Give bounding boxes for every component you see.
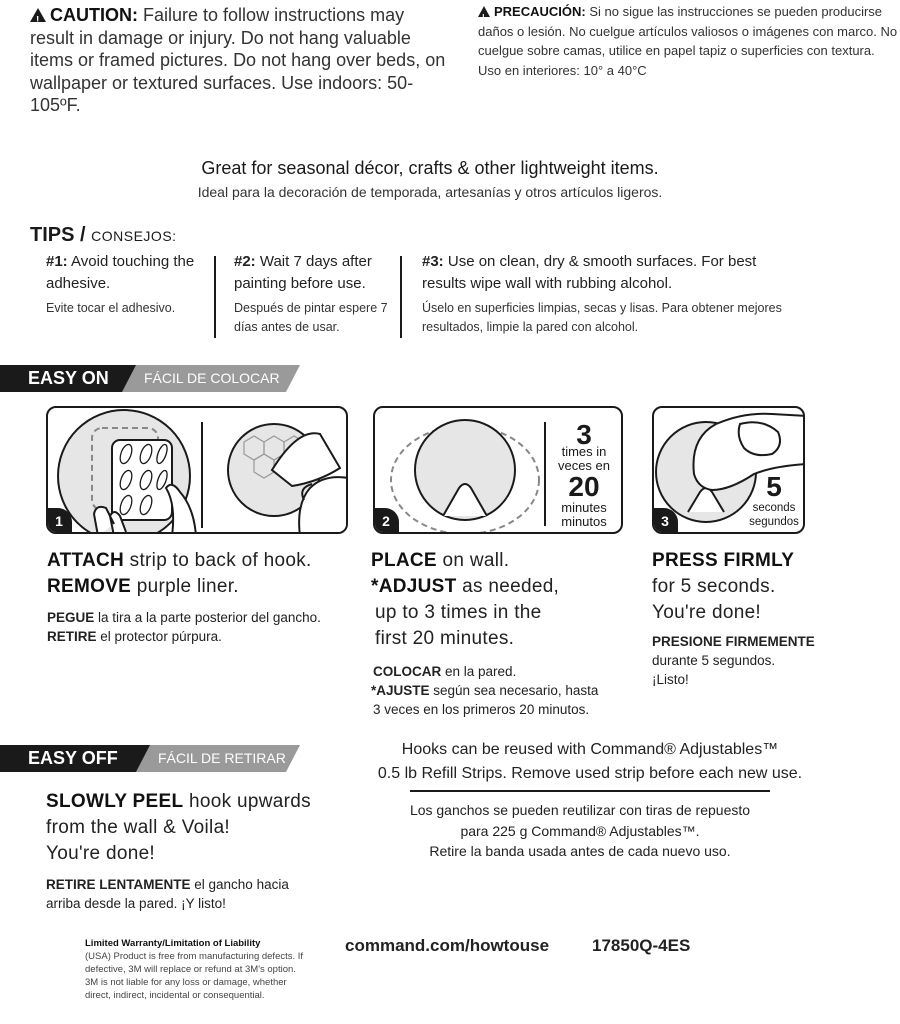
step-text: up to 3 times in the [375, 602, 542, 623]
step-text-es: durante 5 segundos. [652, 653, 776, 668]
times-label: times in [561, 444, 607, 459]
step-1-illustration [46, 406, 348, 534]
reuse-text-line: 0.5 lb Refill Strips. Remove used strip before each new use. [377, 765, 803, 782]
step-text-es: ¡Listo! [652, 672, 689, 687]
remove-step-text: hook upwards [188, 791, 311, 812]
step-text: first 20 minutes. [375, 628, 515, 649]
reuse-text-es [360, 800, 800, 862]
caution-text: Failure to follow instructions may result in damage or injury. Do not hang valuable items or framed pictures. Do not hang over beds, on wallpaper or textured surfaces. Use indoors: 50-105ºF. [30, 5, 446, 115]
easy-off-label-es: FÁCIL DE RETIRAR [110, 745, 286, 772]
remove-keyword: SLOWLY PEEL [46, 791, 184, 812]
tip-2 [234, 251, 394, 337]
warning-icon [478, 6, 490, 17]
warranty-title: Limited Warranty/Limitation of Liability [85, 938, 261, 949]
step-keyword-es: PEGUE [47, 610, 95, 625]
seconds-label-es: segundos [749, 516, 799, 528]
tip-text-es: Úselo en superficies limpias, secas y lisas. Para obtener mejores resultados, limpie la pared con alcohol. [422, 301, 782, 334]
caution-spanish [478, 2, 898, 80]
tip-divider [400, 256, 402, 338]
step-keyword-es: PRESIONE FIRMEMENTE [652, 634, 815, 649]
reuse-text-line-es: Retire la banda usada antes de cada nuevo uso. [429, 843, 731, 859]
tip-text: Avoid touching the adhesive. [46, 253, 195, 292]
intro-english: Great for seasonal décor, crafts & other lightweight items. [201, 158, 659, 178]
product-code: 17850Q-4ES [592, 936, 691, 955]
tip-1 [46, 251, 196, 318]
step-2-illustration [373, 406, 623, 534]
tip-text-es: Después de pintar espere 7 días antes de usar. [234, 301, 388, 334]
step-2-text [371, 548, 631, 719]
step-3-illustration [652, 406, 805, 534]
remove-step-text-es: el gancho hacia [194, 877, 289, 892]
step-keyword: PLACE [371, 550, 437, 571]
step-keyword: REMOVE [47, 576, 132, 597]
step-text: purple liner. [136, 576, 239, 597]
tip-number: #1: [46, 253, 68, 270]
caution-label: CAUTION: [50, 5, 138, 25]
step-badge: 2 [373, 508, 399, 534]
reuse-text-line-es: para 225 g Command® Adjustables™. [460, 822, 700, 839]
step-text-es: en la pared. [445, 664, 517, 679]
minutes-number: 20 [568, 471, 600, 502]
reuse-text-line-es: Los ganchos se pueden reutilizar con tiras de repuesto [409, 802, 751, 818]
remove-step-text: from the wall & Voila! [46, 817, 231, 838]
minutes-label: minutes [561, 500, 607, 515]
step-keyword: PRESS FIRMLY [652, 550, 795, 571]
step-text: You're done! [652, 602, 762, 623]
tip-number: #2: [234, 253, 256, 270]
easy-on-banner [0, 365, 300, 392]
easy-off-banner [0, 745, 300, 772]
easy-off-label: EASY OFF [0, 745, 136, 772]
tip-divider [214, 256, 216, 338]
tip-3 [422, 251, 782, 337]
warning-icon [30, 8, 46, 22]
step-badge: 1 [46, 508, 72, 534]
step-3-text [652, 548, 892, 689]
tip-text: Wait 7 days after painting before use. [234, 253, 372, 292]
remove-step-text: You're done! [46, 843, 156, 864]
warranty-text: (USA) Product is free from manufacturing defects. If defective, 3M will replace or refund at 3M's option. 3M is not liable for any loss or damage, whether direct, indirect, incidental or consequential. [85, 951, 304, 1001]
step-1-text [47, 548, 357, 646]
step-text: strip to back of hook. [129, 550, 312, 571]
step-keyword: ATTACH [47, 550, 125, 571]
remove-text [46, 789, 356, 913]
step-keyword-es: COLOCAR [373, 664, 442, 679]
easy-on-label-es: FÁCIL DE COLOCAR [100, 365, 286, 392]
step-text-es: la tira a la parte posterior del gancho. [98, 610, 321, 625]
reuse-divider [410, 790, 770, 792]
warranty [85, 937, 305, 1002]
step-keyword: *ADJUST [371, 576, 457, 597]
times-label-es: veces en [557, 458, 611, 473]
caution-text-es: Si no sigue las instrucciones se pueden producirse daños o lesión. No cuelgue artículos valiosos o imágenes con marco. No cuelgue sobre camas, utilice en papel tapiz o superficies con textura. Uso en interiores: 10° a 40°C [478, 4, 898, 78]
tips-title: TIPS / [30, 224, 86, 246]
times-number: 3 [576, 419, 592, 450]
step-text: on wall. [442, 550, 510, 571]
easy-on-label: EASY ON [0, 365, 122, 392]
remove-keyword-es: RETIRE LENTAMENTE [46, 877, 191, 892]
step-text-es: según sea necesario, hasta [433, 683, 599, 698]
seconds-label: seconds [752, 502, 796, 514]
step-text-es: el protector púrpura. [100, 629, 222, 644]
reuse-text-line: Hooks can be reused with Command® Adjustables™ [401, 741, 779, 758]
tips-heading [30, 224, 177, 247]
tip-number: #3: [422, 253, 444, 270]
seconds-number: 5 [766, 471, 782, 502]
step-keyword-es: RETIRE [47, 629, 97, 644]
tip-text-es: Evite tocar el adhesivo. [46, 301, 176, 315]
intro-spanish: Ideal para la decoración de temporada, artesanías y otros artículos ligeros. [197, 184, 663, 200]
step-text: as needed, [462, 576, 560, 597]
step-badge: 3 [652, 508, 678, 534]
tip-text: Use on clean, dry & smooth surfaces. For best results wipe wall with rubbing alcohol. [422, 253, 757, 292]
attach-strip-illustration [48, 408, 348, 534]
step-text: for 5 seconds. [652, 576, 776, 597]
minutes-label-es: minutos [561, 514, 607, 529]
howto-url: command.com/howtouse [345, 936, 550, 955]
caution-label-es: PRECAUCIÓN: [494, 4, 586, 19]
reuse-text [330, 738, 850, 786]
remove-step-text-es: arriba desde la pared. ¡Y listo! [46, 896, 226, 911]
place-on-wall-illustration [375, 408, 623, 534]
step-keyword-es: *AJUSTE [371, 683, 430, 698]
caution-english [30, 4, 450, 117]
step-text-es: 3 veces en los primeros 20 minutos. [373, 702, 590, 717]
tips-title-es: CONSEJOS: [91, 228, 177, 244]
